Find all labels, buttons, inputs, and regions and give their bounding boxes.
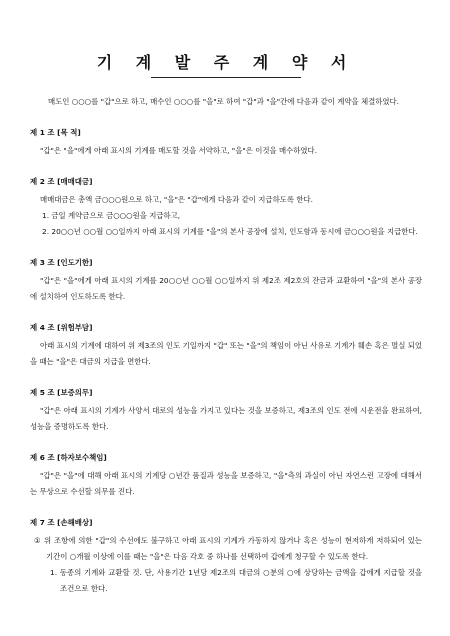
article-body: "갑"은 "을"에게 아래 표시의 기계를 매도할 것을 서약하고, "을"은 이것을 매수하였다. (40, 146, 318, 155)
article-body: "갑"은 "을"에 대해 아래 표시의 기계당 ○년간 품질과 성능을 보증하고, "을"측의 과실이 아닌 자연스런 고장에 대해서는 무상으로 수선할 의무를 진다. (30, 471, 422, 496)
article-item: 1. 금일 계약금으로 금○○○원을 지급하고, (42, 211, 181, 220)
article-heading: 제 2 조 [매매대금] (30, 177, 93, 186)
article-heading: 제 6 조 [하자보수책임] (30, 453, 107, 462)
article-5 (30, 386, 422, 435)
article-body: 아래 표시의 기계에 대하여 위 제3조의 인도 기일까지 "갑" 또는 "을"의 책임이 아닌 사유로 기계가 훼손 혹은 멸실 되었을 때는 "을"은 대금의 지급을 면한다. (30, 341, 422, 366)
article-heading: 제 4 조 [위험부담] (30, 323, 93, 332)
article-4 (30, 321, 422, 370)
article-1 (30, 126, 422, 159)
article-body: 매매대금은 총액 금○○○원으로 하고, "을"은 "갑"에게 다음과 같이 지급하도록 한다. (40, 195, 313, 204)
article-7 (30, 516, 422, 597)
intro-paragraph: 매도인 ○○○를 "갑"으로 하고, 매수인 ○○○를 "을"로 하여 "갑"과 "을"간에 다음과 같이 계약을 체결하였다. (48, 97, 400, 106)
article-heading: 제 5 조 [보증의무] (30, 388, 93, 397)
article-heading: 제 7 조 [손해배상] (30, 518, 93, 527)
article-item: 2. 20○○년 ○○월 ○○일까지 아래 표시의 기계를 "을"의 본사 공장에 설치, 인도함과 동시에 금○○○원을 지급한다. (42, 227, 418, 236)
article-3 (30, 256, 422, 305)
article-body: "갑"은 "을"에게 아래 표시의 기계를 20○○년 ○○월 ○○일까지 위 제2조 제2호의 잔금과 교환하여 "을"의 본사 공장에 설치하여 인도하도록 한다. (30, 276, 422, 301)
article-circle-item: ① 위 조항에 의한 "갑"의 수선에도 불구하고 아래 표시의 기계가 가동하지 않거나 혹은 성능이 현저하게 저하되어 있는 기간이 ○개월 이상에 이를 때는 "을"은 다음 각호 중 하나를 선택하여 갑에게 청구할 수 있도록 한다. (34, 536, 422, 561)
title-underline (151, 77, 301, 78)
article-heading: 제 1 조 [목 적] (30, 128, 81, 137)
article-2 (30, 175, 422, 240)
article-6 (30, 451, 422, 500)
article-sub-item: 1. 동종의 기계와 교환할 것. 단, 사용기간 1년당 제2조의 대금의 ○분의 ○에 상당하는 금액을 갑에게 지급할 것을 조건으로 한다. (50, 568, 422, 593)
document-title: 기 계 발 주 계 약 서 (96, 53, 356, 72)
article-heading: 제 3 조 [인도기한] (30, 258, 93, 267)
article-body: "갑"은 아래 표시의 기계가 사양서 대로의 성능을 가지고 있다는 것을 보증하고, 제3조의 인도 전에 시운전을 완료하여, 성능을 증명하도록 한다. (30, 406, 422, 431)
